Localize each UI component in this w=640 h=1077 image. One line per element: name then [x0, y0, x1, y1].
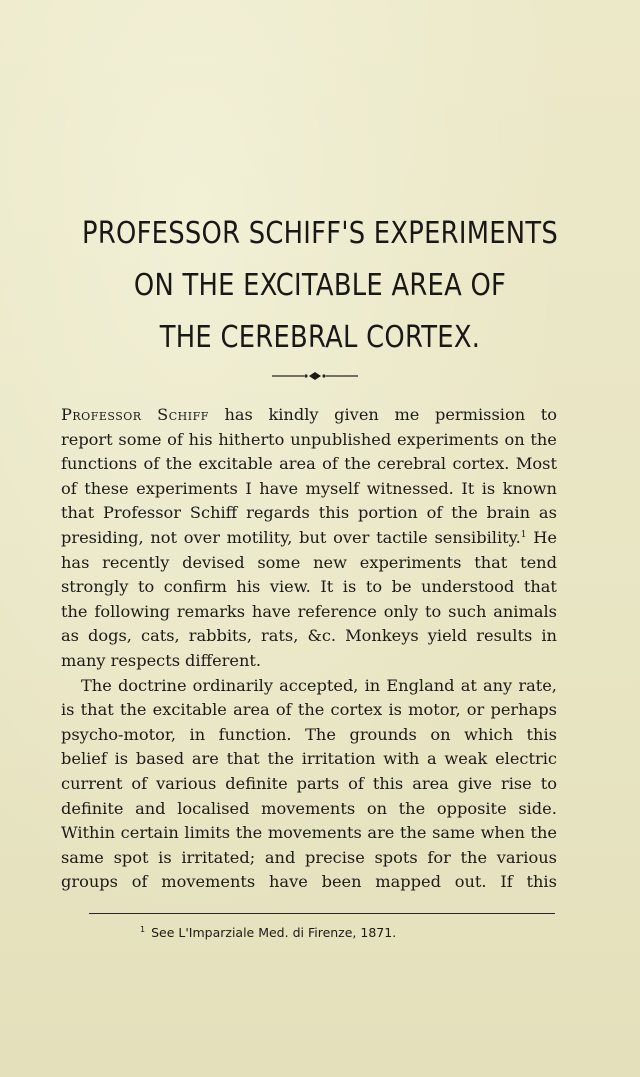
title-line-2: ON THE EXCITABLE AREA OF: [133, 268, 507, 303]
body-word: definite: [225, 773, 288, 793]
body-word: over: [333, 527, 370, 547]
body-word: is: [388, 700, 402, 720]
body-word: movements: [267, 823, 362, 843]
body-word: mapped: [375, 872, 441, 892]
body-word: same: [61, 847, 104, 867]
body-word: &c.: [307, 626, 337, 646]
body-word: sensibility.: [434, 527, 521, 547]
body-word: rate,: [518, 675, 557, 695]
body-word: of: [426, 503, 443, 523]
body-word: have: [259, 478, 299, 498]
body-word: on: [366, 798, 387, 818]
body-word: given: [334, 405, 379, 424]
body-word: localised: [177, 798, 250, 818]
body-word: current: [61, 773, 123, 793]
body-word: cats,: [141, 626, 180, 646]
body-word: with: [383, 749, 420, 769]
body-word: his: [188, 429, 213, 449]
body-word: only: [383, 601, 419, 621]
body-word: different.: [185, 650, 262, 670]
body-word: the: [267, 749, 294, 769]
body-word: motor,: [408, 700, 461, 720]
body-word: England: [386, 675, 455, 695]
body-word: is: [61, 700, 75, 720]
body-word: recently: [102, 552, 170, 572]
body-word: are: [367, 823, 395, 843]
body-word: has: [61, 552, 90, 572]
body-word: of: [143, 454, 160, 474]
body-word: motility,: [226, 527, 293, 547]
body-word: the: [344, 454, 371, 474]
body-word: functions: [61, 454, 138, 474]
body-word: area: [279, 454, 316, 474]
body-line: [61, 403, 557, 428]
body-line: [61, 674, 557, 699]
body-word: the: [398, 798, 426, 818]
body-word: to: [137, 577, 155, 597]
body-word: following: [94, 601, 171, 621]
body-word: brain: [486, 503, 531, 523]
body-word: the: [61, 601, 88, 621]
body-word: to: [365, 577, 383, 597]
body-word: devised: [182, 552, 245, 572]
body-word: the: [460, 847, 488, 867]
body-word: rats,: [261, 626, 299, 646]
body-word: If: [500, 872, 513, 892]
body-line: [61, 452, 557, 477]
body-word: Professor: [102, 503, 182, 523]
body-word: that: [80, 700, 114, 720]
body-word: based: [135, 749, 185, 769]
body-line: [61, 428, 557, 453]
body-word: The: [81, 675, 112, 695]
footnote-text: See L'Imparziale Med. di Firenze, 1871.: [151, 925, 397, 940]
body-word: many: [61, 650, 106, 670]
body-word: and: [135, 798, 166, 818]
body-word: report: [61, 429, 113, 449]
footnote-marker: 1: [140, 925, 146, 934]
ornament-divider-icon: [272, 371, 358, 381]
body-line: [61, 477, 557, 502]
body-word: over: [183, 527, 220, 547]
body-word: movements: [161, 872, 256, 892]
body-word: the: [235, 823, 263, 843]
body-line: [61, 723, 557, 748]
body-word: the: [297, 700, 325, 720]
body-word: results: [476, 626, 533, 646]
body-word: accepted,: [279, 675, 359, 695]
body-word: this: [526, 872, 557, 892]
body-word: have: [269, 872, 308, 892]
body-word: the: [451, 503, 478, 523]
body-word: strongly: [61, 577, 129, 597]
body-word: kindly: [268, 405, 319, 424]
body-word: of: [131, 773, 148, 793]
body-word: of: [322, 454, 338, 474]
body-word: spot: [113, 847, 149, 867]
body-word: and: [264, 847, 296, 867]
body-word: that: [226, 749, 260, 769]
body-word: irritation: [301, 749, 376, 769]
body-word: of: [167, 429, 183, 449]
body-word: area: [412, 773, 449, 793]
body-word: out.: [454, 872, 487, 892]
body-word: at: [460, 675, 477, 695]
body-line: [61, 649, 557, 674]
body-word: definite: [61, 798, 124, 818]
body-word: has: [224, 405, 253, 424]
body-word: remarks: [176, 601, 246, 621]
body-word: belief: [61, 749, 107, 769]
body-word: been: [321, 872, 362, 892]
body-word: in: [541, 626, 557, 646]
article-title: [79, 208, 561, 364]
body-word: experiments: [396, 429, 499, 449]
body-word: It: [461, 478, 475, 498]
body-line: [61, 551, 557, 576]
body-word: respects: [110, 650, 181, 670]
body-word: Schiff: [157, 405, 209, 424]
body-word: confirm: [163, 577, 227, 597]
body-word: some: [118, 429, 162, 449]
body-word: this: [526, 724, 557, 744]
body-word: of: [348, 773, 364, 793]
title-line-3: THE CEREBRAL CORTEX.: [159, 320, 481, 355]
body-word: some: [257, 552, 301, 572]
body-word: cortex: [330, 700, 383, 720]
body-word: Professor: [61, 405, 142, 424]
body-word: of: [131, 872, 148, 892]
body-word: cortex.: [452, 454, 510, 474]
body-word: excitable: [198, 454, 273, 474]
body-line: [61, 747, 557, 772]
body-word: is: [114, 749, 129, 769]
body-word: side.: [518, 798, 557, 818]
body-word: or: [466, 700, 485, 720]
body-word: on: [430, 724, 451, 744]
body-word: parts: [296, 773, 340, 793]
body-word: grounds: [349, 724, 417, 744]
body-word: I: [245, 478, 252, 498]
body-word: irritated;: [181, 847, 256, 867]
body-word: spots: [374, 847, 418, 867]
body-line: [61, 821, 557, 846]
body-word: Schiff: [189, 503, 238, 523]
body-word: cerebral: [377, 454, 447, 474]
body-word: the: [530, 429, 557, 449]
body-word: in: [364, 675, 381, 695]
body-word: precise: [305, 847, 365, 867]
body-word: the: [399, 823, 427, 843]
body-word: doctrine: [117, 675, 187, 695]
footnote: [140, 925, 396, 940]
body-line: [61, 772, 557, 797]
body-word: a: [427, 749, 437, 769]
body-word: as: [61, 626, 79, 646]
body-word: me: [394, 405, 420, 424]
body-word: various: [156, 773, 217, 793]
body-word-with-footnote: [434, 526, 526, 551]
body-word: various: [496, 847, 557, 867]
body-word: psycho-motor,: [61, 724, 176, 744]
body-word: view.: [269, 577, 311, 597]
body-word: experiments: [359, 552, 462, 572]
body-word: have: [251, 601, 291, 621]
body-word: the: [530, 823, 557, 843]
body-word: tactile: [376, 527, 428, 547]
body-text: [61, 403, 557, 895]
body-line: [61, 575, 557, 600]
body-word: on: [504, 429, 525, 449]
body-word: presiding,: [61, 527, 144, 547]
body-word: myself: [305, 478, 360, 498]
body-line: [61, 501, 557, 526]
body-word: unpublished: [290, 429, 392, 449]
body-word: give: [457, 773, 493, 793]
body-line: [61, 797, 557, 822]
footnote-divider: [89, 913, 555, 914]
title-line-1: PROFESSOR SCHIFF'S EXPERIMENTS: [82, 216, 558, 251]
body-word: He: [533, 527, 557, 547]
body-word: same: [432, 823, 475, 843]
body-word: excitable: [152, 700, 227, 720]
body-word: these: [84, 478, 129, 498]
body-word: in: [189, 724, 206, 744]
body-word: not: [150, 527, 178, 547]
body-word: that: [523, 577, 557, 597]
body-word: any: [482, 675, 513, 695]
body-word: his: [236, 577, 261, 597]
body-word: dogs,: [88, 626, 132, 646]
body-word: certain: [120, 823, 179, 843]
body-word: movements: [261, 798, 356, 818]
body-word: weak: [444, 749, 488, 769]
body-word: such: [448, 601, 487, 621]
body-word: rise: [500, 773, 532, 793]
body-word: portion: [358, 503, 418, 523]
body-word: be: [391, 577, 412, 597]
body-word: to: [425, 601, 442, 621]
body-word: to: [540, 773, 557, 793]
body-word: animals: [493, 601, 557, 621]
body-line: [61, 624, 557, 649]
body-word: when: [480, 823, 525, 843]
body-word: witnessed.: [366, 478, 454, 498]
body-word: this: [372, 773, 404, 793]
body-word: tend: [520, 552, 557, 572]
body-word: that: [474, 552, 508, 572]
body-word: are: [191, 749, 219, 769]
body-word: known: [502, 478, 557, 498]
body-word: of: [275, 700, 292, 720]
body-word: perhaps: [490, 700, 557, 720]
body-word: hitherto: [218, 429, 285, 449]
body-word: regards: [246, 503, 310, 523]
body-word: electric: [495, 749, 557, 769]
body-word: new: [313, 552, 347, 572]
body-word: ordinarily: [192, 675, 274, 695]
body-word: this: [318, 503, 350, 523]
body-word: Monkeys: [345, 626, 419, 646]
body-word: function.: [218, 724, 292, 744]
body-line: [61, 526, 557, 551]
body-word: experiments: [136, 478, 238, 498]
body-word: It: [320, 577, 334, 597]
body-word: is: [158, 847, 172, 867]
body-line: [61, 846, 557, 871]
body-line: [61, 600, 557, 625]
body-word: is: [342, 577, 357, 597]
body-line: [61, 698, 557, 723]
body-word: groups: [61, 872, 118, 892]
body-word: understood: [421, 577, 515, 597]
body-word: but: [299, 527, 327, 547]
body-word: as: [538, 503, 557, 523]
footnote-reference: 1: [520, 529, 527, 540]
body-word: of: [61, 478, 77, 498]
body-word: to: [540, 405, 557, 424]
body-word: reference: [297, 601, 377, 621]
body-word: that: [61, 503, 95, 523]
body-line: [61, 870, 557, 895]
body-word: yield: [427, 626, 468, 646]
body-word: the: [165, 454, 193, 474]
body-word: the: [119, 700, 147, 720]
body-word: permission: [434, 405, 526, 424]
body-word: limits: [184, 823, 231, 843]
body-word: is: [481, 478, 496, 498]
body-word: for: [427, 847, 451, 867]
body-word: rabbits,: [188, 626, 252, 646]
body-word: opposite: [436, 798, 507, 818]
body-word: Within: [61, 823, 116, 843]
body-word: The: [305, 724, 336, 744]
body-word: Most: [515, 454, 557, 474]
body-word: area: [233, 700, 270, 720]
body-word: which: [464, 724, 514, 744]
